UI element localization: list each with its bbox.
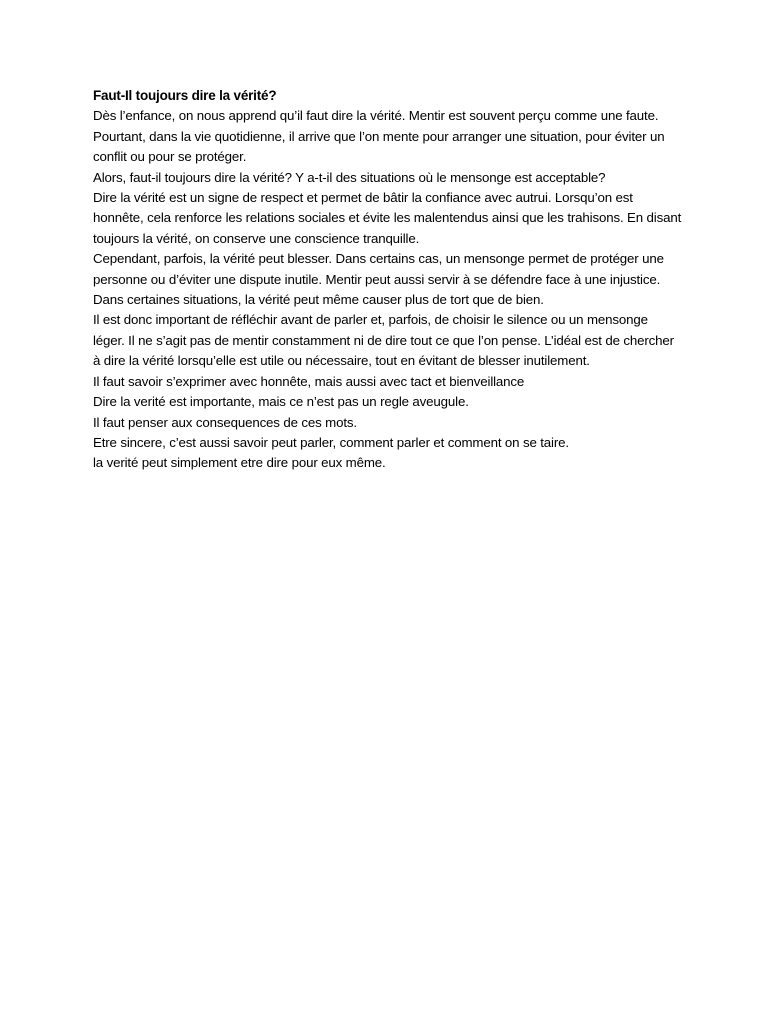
paragraph: Dès l’enfance, on nous apprend qu’il faut dire la vérité. Mentir est souvent perçu comme une faute. Pourtant, dans la vie quotidienne, il arrive que l’on mente pour arranger une situation, pour éviter un conflit ou pour se protéger. bbox=[93, 108, 665, 165]
document-title: Faut-Il toujours dire la vérité? bbox=[93, 88, 277, 103]
paragraph: Il est donc important de réfléchir avant de parler et, parfois, de choisir le silence ou un mensonge léger. Il ne s’agit pas de mentir constamment ni de dire tout ce que l’on pense. L’idéal est de chercher à dire la vérité lorsqu’elle est utile ou nécessaire, tout en évitant de blesser inutilement. bbox=[93, 312, 674, 369]
paragraph: Cependant, parfois, la vérité peut blesser. Dans certains cas, un mensonge permet de protéger une personne ou d’éviter une dispute inutile. Mentir peut aussi servir à se défendre face à une injustice. Dans certaines situations, la vérité peut même causer plus de tort que de bien. bbox=[93, 251, 664, 308]
paragraph: Alors, faut-il toujours dire la vérité? Y a-t-il des situations où le mensonge est acceptable? bbox=[93, 169, 606, 185]
paragraph: Dire la vérité est un signe de respect et permet de bâtir la confiance avec autrui. Lorsqu’on est honnête, cela renforce les relations sociales et évite les malentendus ainsi que les trahisons. En disant toujours la vérité, on conserve une conscience tranquille. bbox=[93, 190, 682, 246]
paragraph: Il faut savoir s’exprimer avec honnête, mais aussi avec tact et bienveillance bbox=[93, 373, 525, 389]
paragraph: Dire la verité est importante, mais ce n’est pas un regle aveugule. bbox=[93, 394, 469, 410]
document-body bbox=[93, 86, 683, 474]
paragraph: Il faut penser aux consequences de ces mots. bbox=[93, 414, 357, 430]
paragraph: Etre sincere, c’est aussi savoir peut parler, comment parler et comment on se taire. bbox=[93, 434, 569, 450]
paragraph: la verité peut simplement etre dire pour eux même. bbox=[93, 455, 386, 471]
